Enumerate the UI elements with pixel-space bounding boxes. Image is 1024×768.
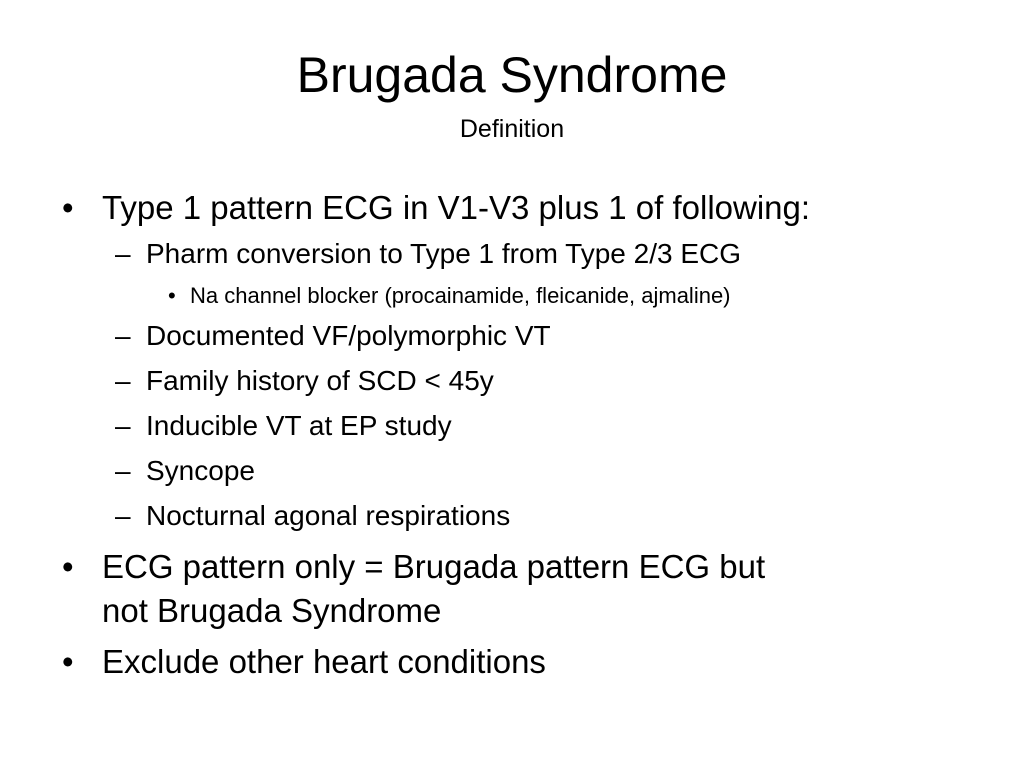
bullet-marker: • <box>62 643 74 680</box>
sub-bullet-text: Family history of SCD < 45y <box>146 365 494 396</box>
sub-bullet-text: Pharm conversion to Type 1 from Type 2/3 ECG <box>146 238 742 269</box>
dash-marker: – <box>115 238 131 269</box>
dash-marker: – <box>115 500 131 531</box>
sub-bullet-item <box>115 363 494 399</box>
dash-marker: – <box>115 365 131 396</box>
dash-marker: – <box>115 455 131 486</box>
sub-bullet-text: Documented VF/polymorphic VT <box>146 320 551 351</box>
sub-bullet-text: Nocturnal agonal respirations <box>146 500 511 531</box>
bullet-item <box>62 186 810 230</box>
bullet-marker: • <box>168 283 176 308</box>
dash-marker: – <box>115 410 131 441</box>
sub-bullet-item <box>115 318 551 354</box>
bullet-item <box>62 640 546 684</box>
bullet-marker: • <box>62 189 74 226</box>
bullet-text-continuation: not Brugada Syndrome <box>102 592 442 629</box>
slide-title: Brugada Syndrome <box>296 47 728 103</box>
bullet-text: Type 1 pattern ECG in V1-V3 plus 1 of following: <box>102 189 811 226</box>
sub-bullet-item <box>115 453 255 489</box>
sub-bullet-text: Syncope <box>146 455 255 486</box>
dash-marker: – <box>115 320 131 351</box>
bullet-text: ECG pattern only = Brugada pattern ECG but <box>102 548 766 585</box>
sub-bullet-item <box>115 408 452 444</box>
sub-bullet-item <box>115 498 510 534</box>
sub-bullet-text: Inducible VT at EP study <box>146 410 452 441</box>
bullet-marker: • <box>62 548 74 585</box>
bullet-item <box>62 545 765 633</box>
sub-bullet-item <box>115 236 741 272</box>
bullet-text: Exclude other heart conditions <box>102 643 546 680</box>
slide-subtitle: Definition <box>459 115 565 143</box>
sub-sub-bullet-item <box>168 282 731 310</box>
sub-sub-bullet-text: Na channel blocker (procainamide, fleicanide, ajmaline) <box>190 283 731 308</box>
